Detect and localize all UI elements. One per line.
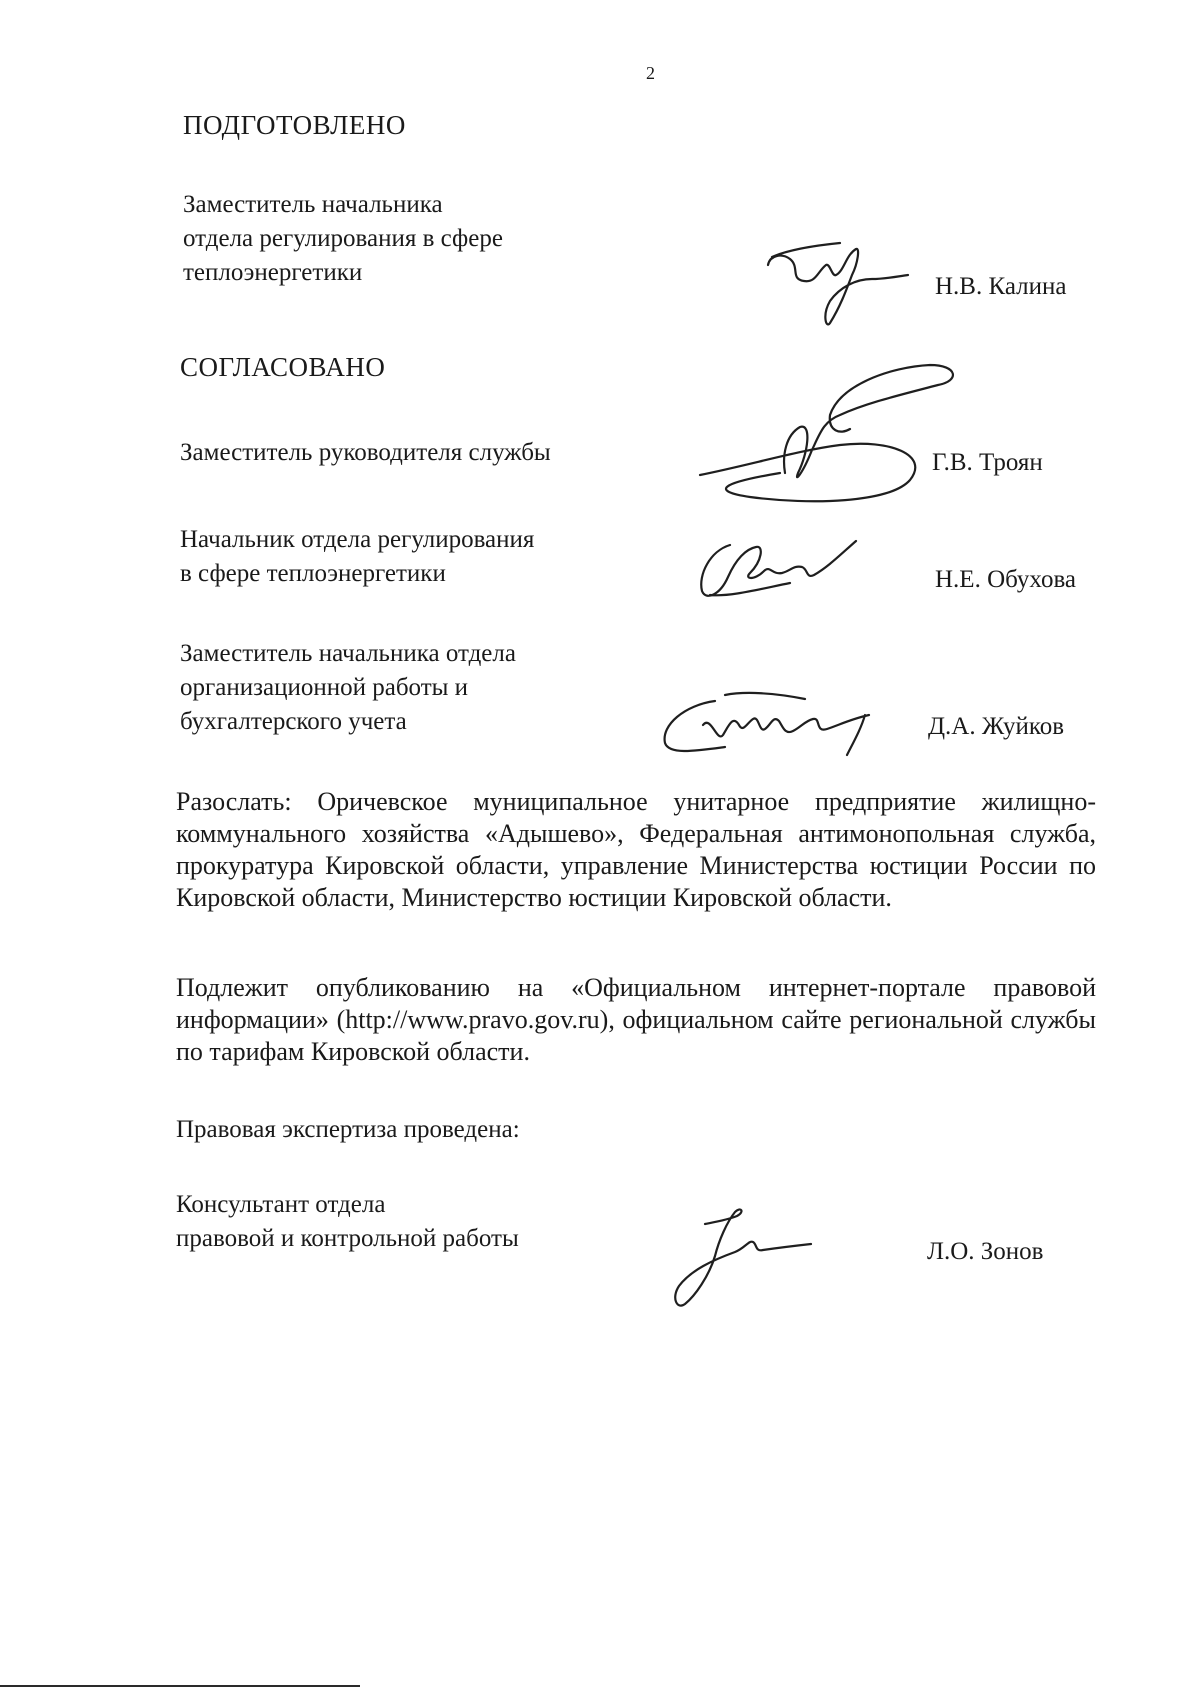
publication-paragraph: Подлежит опубликованию на «Официальном интернет-портале правовой информации» (http://www.pravo.gov.ru), официальном сайте региональной службы по тарифам Кировской области.: [176, 973, 1096, 1066]
signature-obukhova: [690, 525, 860, 605]
signature-kalina: [760, 235, 910, 335]
legal-review-heading: Правовая экспертиза проведена:: [176, 1116, 520, 1143]
signature-troyan: [690, 355, 970, 525]
signer-name: Д.А. Жуйков: [928, 713, 1065, 740]
page-number: 2: [646, 63, 655, 83]
signature-zonov: [665, 1200, 815, 1310]
prepared-name: Н.В. Калина: [935, 273, 1067, 300]
signature-zhuikov: [655, 685, 895, 765]
legal-review-position: Консультант отдела правовой и контрольной работы: [176, 1191, 519, 1252]
prepared-heading: ПОДГОТОВЛЕНО: [183, 110, 406, 140]
distribution-paragraph: Разослать: Оричевское муниципальное унитарное предприятие жилищно-коммунального хозяйства «Адышево», Федеральная антимонопольная служба, прокуратура Кировской области, управление Министерства юстиции России по Кировской области, Министерство юстиции Кировской области.: [176, 787, 1096, 912]
legal-review-name: Л.О. Зонов: [927, 1238, 1044, 1265]
agreed-heading: СОГЛАСОВАНО: [180, 352, 386, 382]
footer-rule: [0, 1685, 360, 1687]
signer-name: Н.Е. Обухова: [935, 566, 1077, 593]
signer-position: Заместитель начальника отдела организационной работы и бухгалтерского учета: [180, 640, 516, 735]
signer-position: Заместитель руководителя службы: [180, 439, 551, 466]
prepared-position: Заместитель начальника отдела регулирования в сфере теплоэнергетики: [183, 191, 503, 286]
signer-name: Г.В. Троян: [932, 449, 1043, 476]
signer-position: Начальник отдела регулирования в сфере теплоэнергетики: [180, 526, 535, 587]
